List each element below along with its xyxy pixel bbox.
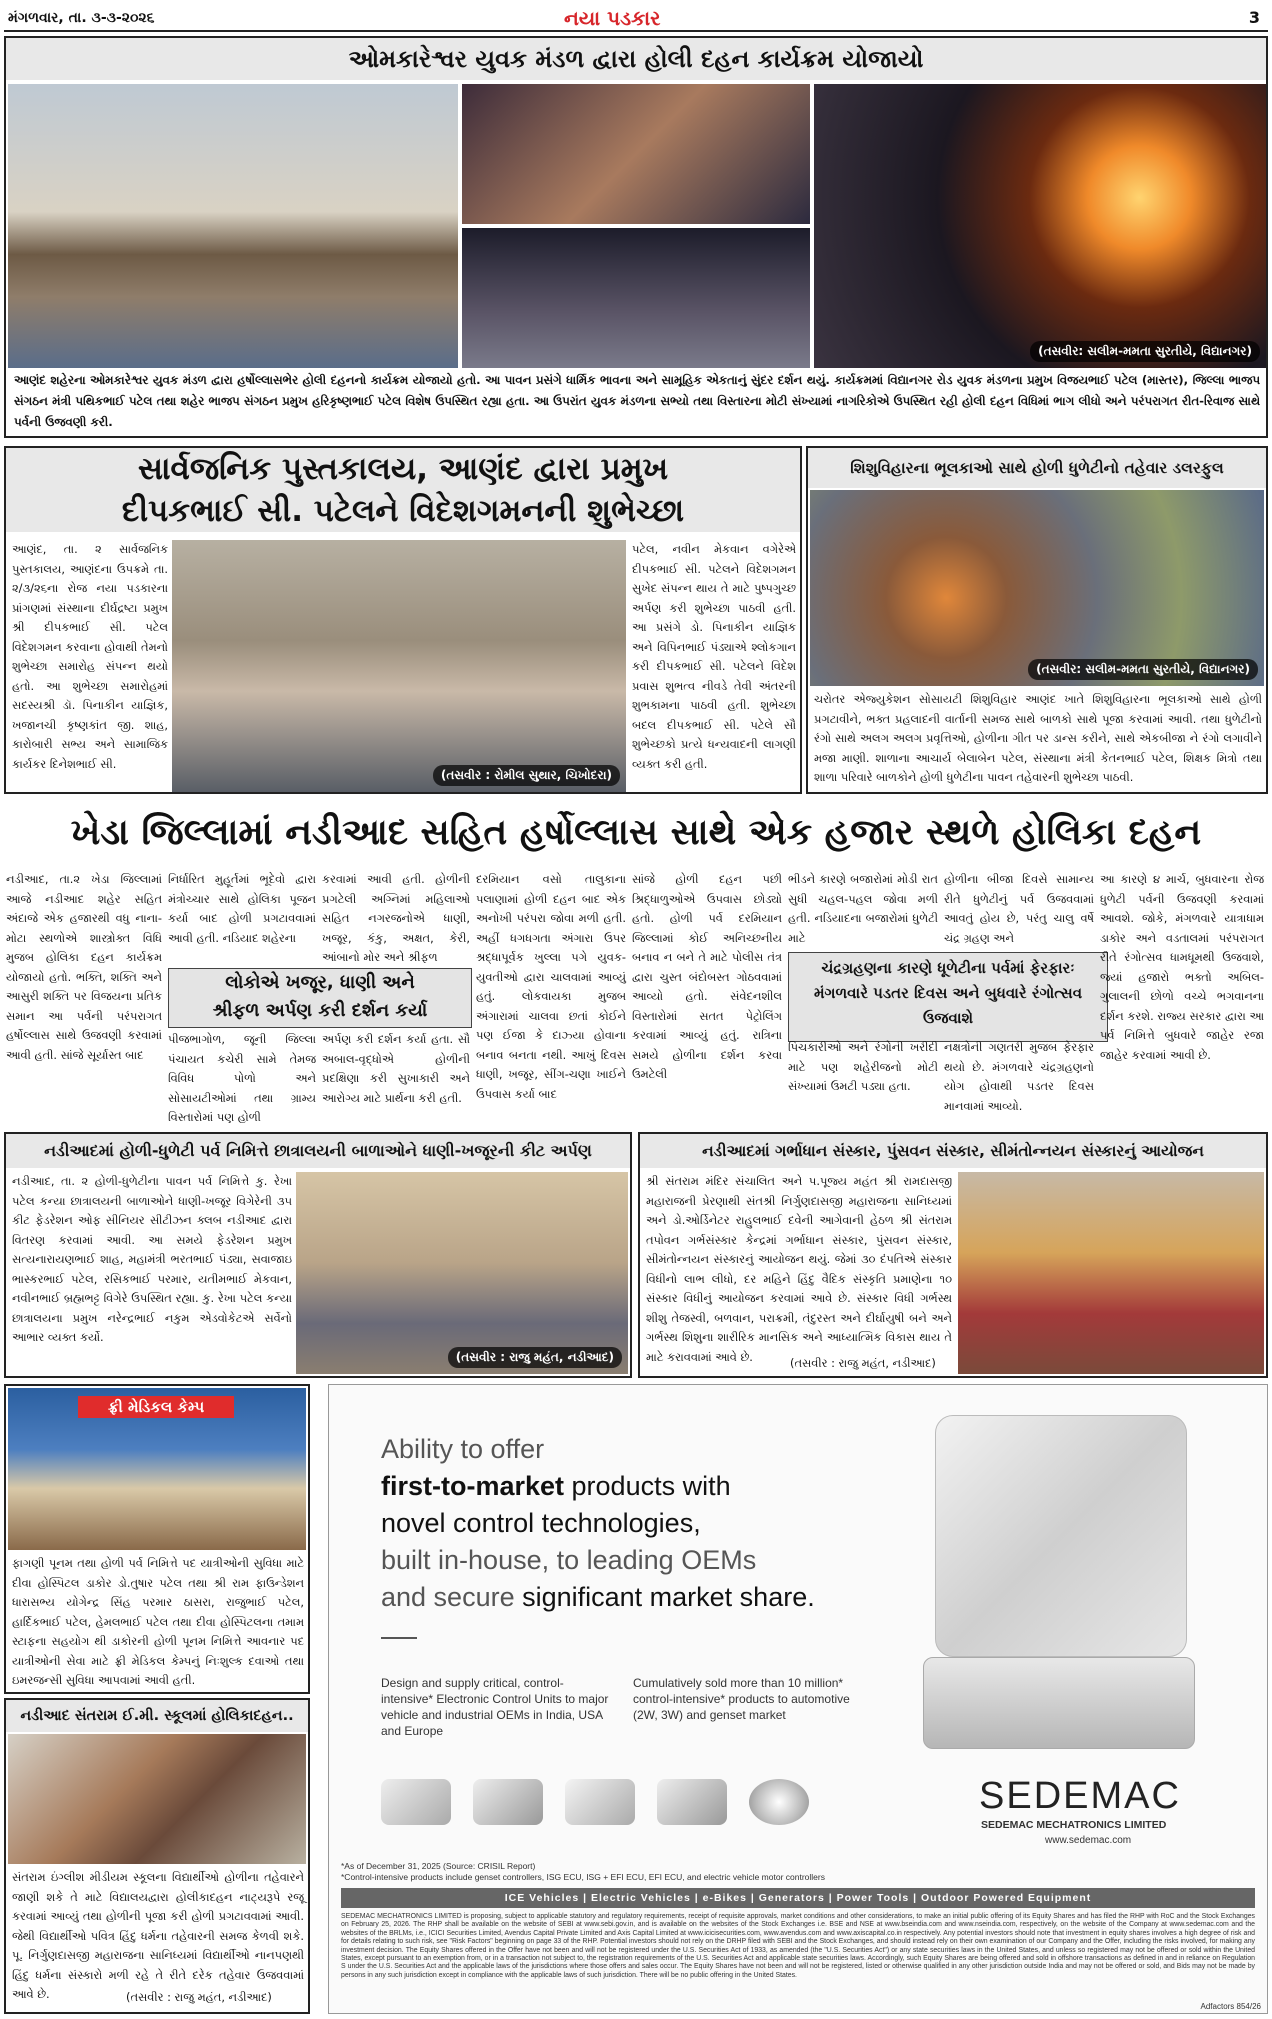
medical-camp-banner: ફ્રી મેડિકલ કેમ્પ — [78, 1396, 234, 1418]
ad-agency-code: Adfactors 854/26 — [1200, 2002, 1261, 2011]
ad-footnote-2: *Control-intensive products include genset controllers, ISG ECU, ISG + EFI ECU, EFI ECU, and electric vehicle motor controllers — [341, 1872, 825, 1882]
photo-crowd-seated — [462, 228, 810, 368]
sedemac-advertisement — [328, 1384, 1268, 2014]
ad-left-text: Design and supply critical, control-intensive* Electronic Control Units to major vehicle and industrial OEMs in India, USA and Europe — [381, 1676, 609, 1738]
ad-website: www.sedemac.com — [1045, 1835, 1132, 1846]
story-column-5: સાંજે હોળી દહન પછી શ્રિદ્ધાળુઓએ ઉપવાસ છોડ્યો હતો. હોળી પર્વ દરમિયાન જિલ્લામાં કોઈ અનિચ્છનીય બનાવ ન બને તે માટે પોલીસ તંત્ર દ્વારા ચુસ્ત બંદોબસ્ત ગોઠવવામાં આવ્યો હતો. સંવેદનશીલ વિસ્તારોમાં સતત પેટ્રોલિંગ કરવામાં આવ્યું હતું. રાત્રિના સમયે હોળીના દર્શન કરવા ઉમટેલી — [632, 872, 782, 1081]
story-column-7b: નક્ષત્રોની ગણતરી મુજબ ફેરફાર થયો છે. મંગળવારે ચંદ્રગ્રહણનો યોગ હોવાથી પડતર દિવસ માનવામાં આવ્યો. — [944, 1040, 1094, 1113]
story-body: નડીઆદ, તા. ૨ હોળી-ધુળેટીના પાવન પર્વ નિમિત્તે કુ. રેખા પટેલ કન્યા છાત્રાલયની બાળાઓને ધાણી-ખજૂર વિગેરેની ૩૫ કીટ ફેડરેશન ઓફ સીનિયર સીટીઝન ક્લબ નડીઆદ દ્વારા વિતરણ કરવામાં આવી. આ સમયે ફેડરેશન પ્રમુખ સત્યનારાયણભાઈ શાહ, મહામંત્રી ભરતભાઈ પંડ્યા, સવાજાઇ ભાસ્કરભાઈ પટેલ, રસિકભાઈ પરમાર, યતીમભાઈ મેકવાન, નવીનભાઈ બ્રહ્મભટ્ટ વિગેરે ઉપસ્થિત રહ્યા. કુ. રેખા પટેલ કન્યા છાત્રાલયના પ્રમુખ નરેન્દ્રભાઈ નકુમ એડવોકેટએ સર્વેનો આભાર વ્યક્ત કર્યો. — [12, 1174, 292, 1344]
ad-brand-sub: SEDEMAC MECHATRONICS LIMITED — [981, 1819, 1167, 1831]
story-column-3a: કરવામાં આવી હતી. હોળીની પ્રગટેલી અગ્નિમાં મહિલાઓ સહિત નગરજનોએ ધાણી, ખજૂર, કંકુ, અક્ષત, કેરી, આંબાનો મોર અને શ્રીફળ — [322, 872, 470, 964]
ad-connectors-strip — [381, 1771, 841, 1831]
ad-product-image — [935, 1415, 1187, 1657]
story-sanskar — [638, 1132, 1268, 1378]
photo-school-holika — [8, 1734, 306, 1864]
story-subheading — [168, 968, 472, 1028]
ad-segment: Outdoor Powered Equipment — [921, 1892, 1092, 1904]
header-date: મંગળવાર, તા. ૩-૩-૨૦૨૬ — [8, 10, 155, 26]
photo-library-felicitation — [172, 540, 626, 792]
photo-credit: (તસવીર : રાજુ મહંત, નડીઆદ) — [126, 1990, 272, 2004]
subheading-line-2: શ્રીફળ અર્પણ કરી દર્શન કર્યા — [212, 1000, 428, 1021]
ad-headline-line-1: Ability to offer — [381, 1434, 545, 1464]
ad-product-base — [923, 1657, 1195, 1749]
ad-right-text: Cumulatively sold more than 10 million* control-intensive* products to automotive (2W, 3W) and genset market — [633, 1676, 850, 1722]
story-library — [4, 446, 802, 794]
story-subheading-eclipse: ચંદ્રગ્રહણના કારણે ધૂળેટીના પર્વમાં ફેરફારઃ મંગળવારે પડતર દિવસ અને બુધવારે રંગોત્સવ ઉજવાશે — [788, 952, 1108, 1042]
page-header — [4, 4, 1268, 32]
ad-headline-line-3: novel control technologies, — [381, 1508, 701, 1538]
story-headline: ખેડા જિલ્લામાં નડીઆદ સહિત હર્ષોલ્લાસ સાથે એક હજાર સ્થળે હોલિકા દહન — [70, 812, 1202, 853]
story-column-1: આણંદ, તા. ૨ સાર્વજનિક પુસ્તકાલય, આણંદના ઉપક્રમે તા. ૨/૩/૨૬ના રોજ નયા પડકારના પ્રાંગણમાં સંસ્થાના દીર્ઘદ્રષ્ટા પ્રમુખ શ્રી દીપકભાઈ સી. પટેલ વિદેશગમન કરવાના હોવાથી તેમનો શુભેચ્છા સમારોહ સંપન્ન થયો હતો. આ શુભેચ્છા સમારોહમાં સદસ્યશ્રી ડૉ. પિનાકીન યાજ્ઞિક, ખજાનચી કૃષ્ણકાંત જી. શાહ, કારોબારી સભ્ય અને સામાજિક કાર્યકર દિનેશભાઈ સી. — [12, 542, 168, 771]
subheading-line-1: લોકોએ ખજૂર, ધાણી અને — [225, 972, 415, 993]
story-column-8: આ કારણે ૪ માર્ચ, બુધવારના રોજ ધુળેટી પર્વની ઉજવણી કરવામાં આવશે. જોકે, મંગળવારે યાત્રાધામ ડાકોર અને વડતાલમાં પરંપરાગત રીતે રંગોત્સવ ધામધૂમથી ઉજવાશે, જ્યાં હજારો ભક્તો અબિલ-ગુલાલની છોળો વચ્ચે ભગવાનના દર્શન કરશે. રાજ્ય સરકાર દ્વારા આ પર્વ નિમિત્તે બુધવારે જાહેર રજા જાહેર કરવામાં આવી છે. — [1100, 872, 1264, 1062]
photo-school-holi — [810, 490, 1264, 686]
story-headline: શિશુવિહારના ભૂલકાઓ સાથે હોળી ધુળેટીનો તહેવાર ડલરફુલ — [808, 448, 1266, 488]
story-headline: નડીઆદ સંતરામ ઈ.મી. સ્કૂલમાં હોલિકાદહન.. — [6, 1700, 308, 1732]
story-headline: નડીઆદમાં હોળી-ધુળેટી પર્વ નિમિત્તે છાત્રાલયની બાળાઓને ધાણી-ખજૂરની કીટ અર્પણ — [6, 1134, 630, 1168]
story-headline: નડીઆદમાં ગર્ભાધાન સંસ્કાર, પુંસવન સંસ્કાર, સીમંતોન્નયન સંસ્કારનું આયોજન — [640, 1134, 1266, 1168]
ad-headline-secure: and secure — [381, 1582, 523, 1612]
ad-segment: ICE Vehicles — [504, 1892, 580, 1904]
story-body: ફાગણી પૂનમ તથા હોળી પર્વ નિમિત્તે પદ યાત્રીઓની સુવિધા માટે દીવા હોસ્પિટલ ડાકોર ડો.તુષાર પટેલ તથા શ્રી રામ ફાઉન્ડેશન ધારાસભ્ય યોગેન્દ્ર સિંહ પરમાર ઠાસરા, રાજુભાઈ પટેલ, હાર્દિકભાઈ પટેલ, હેમલભાઈ પટેલ તથા દીવા હોસ્પિટલના તમામ સ્ટાફના સહયોગ થી ડાકોરની હોળી પૂનમ નિમિત્તે આવનાર પદ યાત્રીઓની સેવા માટે ફ્રી મેડિકલ કેમ્પનું નિઃશુલ્ક દવાઓ તથા ઇમરજન્સી સુવિધા આપવામાં આવી હતી. — [12, 1556, 304, 1687]
ad-disclaimer: SEDEMAC MECHATRONICS LIMITED is proposing, subject to applicable statutory and regulatory requirements, receipt of requisite approvals, market conditions and other considerations, to make an initial public offering of its Equity Shares and has filed the RHP with RoC and the Stock Exchanges on February 25, 2026. The RHP shall be available on the website of SEBI at www.sebi.gov.in, and is available on the websites of the Stock Exchanges i.e. BSE and NSE at www.bseindia.com and www.nseindia.com, respectively, on the website of the Company at www.sedemac.com and the websites of the BRLMs, i.e., ICICI Securities Limited, Avendus Capital Private Limited and Axis Capital Limited at www.icicisecurities.com, www.avendus.com and www.axiscapital.co.in respectively. Any potential investors should note that investment in equity shares involves a high degree of risk and for details relating to such risk, see "Risk Factors" beginning on page 33 of the RHP. Potential investors should not rely on the DRHP filed with SEBI and the Stock Exchanges, and should instead rely on their own examination of our Company and the Offer, including the risks involved, for making any investment decision. The Equity Shares offered in the Offer have not been and will not be registered under the U.S. Securities Act of 1933, as amended (the "U.S. Securities Act") or any state securities laws in the United States, and unless so registered may not be offered or sold within the United States, except pursuant to an exemption from, or in a transaction not subject to, the registration requirements of the U.S. Securities Act and applicable state securities laws. Accordingly, such Equity Shares are being offered and sold in offshore transactions as defined in and in reliance on Regulation S under the U.S. Securities Act and the applicable laws of the jurisdictions where those offers and sales occur. The Equity Shares have not been and will not be registered, listed or otherwise qualified in any other jurisdiction outside India and may not be offered or sold, and Bids may not be made by persons in any such jurisdiction except in compliance with the applicable laws of such jurisdiction. There will be no public offering in the United States. — [341, 1913, 1255, 1979]
photo-sanskar-ceremony — [958, 1172, 1264, 1374]
paper-name: નયા પડકાર — [564, 6, 661, 30]
story-column-4: દરમિયાન વસો તાલુકાના પલાણામાં હોળી દહન બાદ એક અનોખી પરંપરા જોવા મળી હતી. અહીં ધગધગતા અંગારા ઉપર શ્રદ્ધાપૂર્વક ખુલ્લા પગે યુવક-યુવતીઓ દ્વારા ચાલવામાં આવ્યું હતું. લોકવાયકા મુજબ અંગારામાં ચાલવા છતાં કોઈને પણ ઈજા કે દાઝ્યા હોવાના બનાવ બનતા નથી. આખું દિવસ ધાણી, ખજૂર, સીંગ-ચણા ખાઈને ઉપવાસ કર્યા બાદ — [476, 872, 626, 1101]
story-column-2a: નિર્ધારિત મુહૂર્તમાં ભૂદેવો દ્વારા મંત્રોચ્ચાર સાથે હોલિકા પૂજન કર્યા બાદ હોળી પ્રગટાવવામાં આવી હતી. નડિયાદ શહેરના — [168, 872, 316, 945]
story-shishuvihar — [806, 446, 1268, 794]
story-column-7a: હોળીના બીજા દિવસે સામાન્ય રીતે ધુળેટીનું પર્વ ઉજવવામાં આવતું હોય છે, પરંતુ ચાલુ વર્ષે ચંદ્ર ગ્રહણ અને — [944, 872, 1094, 945]
photo-holi-fire — [814, 84, 1266, 368]
headline-line-2: દીપકભાઈ સી. પટેલને વિદેશગમનની શુભેચ્છા — [121, 493, 685, 529]
ad-divider — [381, 1637, 417, 1639]
headline-line-1: સાર્વજનિક પુસ્તકાલય, આણંદ દ્વારા પ્રમુખ — [137, 451, 669, 487]
story-column-2b: પીજભાગોળ, જૂની જિલ્લા પંચાયત કચેરી સામે તેમજ વિવિધ પોળો અને સોસાયટીઓમાં તથા ગ્રામ્ય વિસ્તારોમાં પણ હોળી — [168, 1032, 316, 1124]
story-column-1: નડીઆદ, તા.૨ ખેડા જિલ્લામાં આજે નડીઆદ શહેર સહિત અંદાજે એક હજારથી વધુ નાના-મોટા સ્થળોએ શાસ્ત્રોક્ત વિધિ મુજબ હોલિકા દહન કાર્યક્રમ યોજાયો હતો. ભક્તિ, શક્તિ અને આસુરી શક્તિ પર વિજયના પ્રતિક સમાન આ પર્વની પરંપરાગત હર્ષોલ્લાસ સાથે ઉજવણી કરવામાં આવી હતી. સાંજે સૂર્યાસ્ત બાદ — [6, 872, 162, 1062]
story-body: સંતરામ ઇંગ્લીશ મીડીયમ સ્કૂલના વિદ્યાર્થીઓ હોળીના તહેવારને જાણી શકે તે માટે વિદ્યાલયદ્વારા હોલીકાદહન નાટ્યરૂપે રજૂ કરવામાં આવ્યું તથા હોળીની પૂજા કરી હોળી પ્રગટાવવામાં આવી. જેથી વિદ્યાર્થીઓ પવિત્ર હિંદુ ધર્મના તહેવારની સમજ કેળવી શકે. પૂ. નિર્ગુણદાસજી મહારાજના સાનિધ્યમાં વિદ્યાર્થીઓ નાનપણથી હિંદુ ધર્મના સંસ્કારો મળી રહે તે રીતે દરેક તહેવાર ઉજવવામાં આવે છે. — [12, 1870, 304, 2001]
photo-credit: (તસવીર : રાજુ મહંત, નડીઆદ) — [448, 1347, 622, 1368]
page-number: 3 — [1248, 8, 1260, 27]
story-column-6b: પિચકારીઓ અને રંગોની ખરીદી માટે પણ શહેરીજનો મોટી સંખ્યામાં ઉમટી પડ્યા હતા. — [788, 1040, 938, 1093]
story-hostel-kits — [4, 1132, 632, 1378]
photo-medical-camp — [8, 1388, 306, 1550]
story-kheda-holika — [4, 798, 1268, 1128]
photo-pooja-ceremony — [462, 84, 810, 224]
story-column-6a: ભીડને કારણે બજારોમાં મોડી રાત સુધી ચહલ-પહલ જોવા મળી હતી. નડિયાદના બજારોમાં ધુળેટી માટે — [788, 872, 938, 945]
photo-holi-rangoli — [8, 84, 458, 368]
ad-segment: Generators — [758, 1892, 825, 1904]
photo-credit: (તસવીર : રાજુ મહંત, નડીઆદ) — [790, 1356, 936, 1370]
ad-highlight-first-to-market: first-to-market — [381, 1471, 565, 1501]
story-column-2: પટેલ, નવીન મેકવાન વગેરેએ દીપકભાઈ સી. પટેલને વિદેશગમન સુખેદ સંપન્ન થાય તે માટે પુષ્પગુચ્છ અર્પણ કરી શુભેચ્છા પાઠવી હતી. આ પ્રસંગે ડો. પિનાકીન યાજ્ઞિક અને વિપિનભાઈ પંડ્યાએ શ્લોકગાન કરી દીપકભાઈ સી. પટેલને વિદેશ પ્રવાસ શુભત્વ નીવડે તેવી અંતરની શુભકામના પાઠવી હતી. શુભેચ્છા બદલ દીપકભાઈ સી. પટેલે સૌ શુભેચ્છકો પ્રત્યે ધન્યવાદની લાગણી વ્યક્ત કરી હતી. — [632, 542, 796, 771]
story-medical-camp — [4, 1384, 310, 1694]
story-column-3b: અર્પણ કરી દર્શન કર્યા હતા. સૌ અબાલ-વૃદ્ધોએ હોળીની પ્રદક્ષિણા કરી સુખાકારી અને આરોગ્ય માટે પ્રાર્થના કરી હતી. — [322, 1032, 470, 1105]
ad-highlight-market-share: significant market share. — [522, 1582, 815, 1612]
story-body: ચરોતર એજ્યુકેશન સોસાયટી શિશુવિહાર આણંદ ખાતે શિશુવિહારના ભૂલકાઓ સાથે હોળી પ્રગટાવીને, ભક્ત પ્રહલાદની વાર્તાની સમજ સાથે બાળકો સાથે પૂજા કરવામાં આવી. તથા ધુળેટીનો રંગો સાથે અલગ અલગ પ્રવૃત્તિઓ, હોળીના ગીત પર ડાન્સ કરીને, સાથે એકબીજા ને રંગો લગાવીને મજા માણી. શાળાના આચાર્ય બેલાબેન પટેલ, સંસ્થાના મંત્રી કેતનભાઈ પટેલ, શિક્ષક મિત્રો તથા શાળા પરિવારે બાળકોને હોળી ધુળેટીના પાવન તહેવારની શુભેચ્છા પાઠવી. — [814, 692, 1262, 784]
ad-footnote-1: *As of December 31, 2025 (Source: CRISIL Report) — [341, 1861, 536, 1871]
ad-brand-logo: SEDEMAC — [979, 1775, 1181, 1817]
ad-segments-bar: ICE Vehicles | Electric Vehicles | e-Bikes | Generators | Power Tools | Outdoor Powered Equipment — [341, 1888, 1255, 1908]
story-headline — [6, 448, 800, 532]
photo-credit: (તસવીર: સલીમ-મમતા સુરતીયે, વિદ્યાનગર) — [1030, 341, 1260, 362]
story-body: શ્રી સંતરામ મંદિર સંચાલિત અને પ.પૂજ્ય મહંત શ્રી રામદાસજી મહારાજની પ્રેરણાથી સંતશ્રી નિર્ગુણદાસજી મહારાજના સાનિધ્યમાં અને ડો.ઓર્ડિનેટર રાહુલભાઈ દવેની આગેવાની હેઠળ શ્રી સંતરામ તપોવન ગર્ભસંસ્કાર કેન્દ્રમાં ગર્ભાધાન સંસ્કાર, પુંસવન સંસ્કાર, સીમંતોન્નયન સંસ્કારનું આયોજન થયું. જેમાં ૩૦ દંપતિએ સંસ્કાર વિધીનો લાભ લીધો, દર મહિને હિંદુ વૈદિક સંસ્કૃતિ પ્રમાણેના ૧૦ સંસ્કાર વિધીનું આયોજન કરવામાં આવે છે. સંસ્કાર વિધી ગર્ભસ્થ શીશુ તેજસ્વી, બળવાન, પરાક્રમી, તંદુરસ્ત અને દીર્ઘાયુષી બને અને ગર્ભસ્થ શિશુના શારીરિક માનસિક અને આધ્યાત્મિક વિકાસ થાય તે માટે કરાવવામાં આવે છે. — [646, 1174, 952, 1364]
photo-hostel-kit-distribution — [296, 1172, 628, 1374]
ad-headline-line-4: built in-house, to leading OEMs — [381, 1545, 757, 1575]
story-santram-school — [4, 1698, 310, 2014]
ad-segment: e-Bikes — [702, 1892, 747, 1904]
story-omkareshwar — [4, 36, 1268, 438]
photo-credit: (તસવીર : રોમીલ સુથાર, ચિખોદરા) — [433, 765, 620, 786]
ad-segment: Power Tools — [836, 1892, 910, 1904]
ad-headline-products: products with — [564, 1471, 731, 1501]
story-headline: ઓમકારેશ્વર યુવક મંડળ દ્વારા હોલી દહન કાર્યક્રમ યોજાયો — [6, 38, 1266, 80]
ad-segment: Electric Vehicles — [590, 1892, 691, 1904]
photo-credit: (તસવીર: સલીમ-મમતા સુરતીયે, વિદ્યાનગર) — [1028, 659, 1258, 680]
story-caption: આણંદ શહેરના ઓમકારેશ્વર યુવક મંડળ દ્વારા હર્ષોલ્લાસભેર હોલી દહનનો કાર્યક્રમ યોજાયો હતો. આ પાવન પ્રસંગે ધાર્મિક ભાવના અને સામૂહિક એકતાનું સુંદર દર્શન થયું. કાર્યક્રમમાં વિદ્યાનગર રોડ યુવક મંડળના પ્રમુખ વિજયભાઈ પટેલ (માસ્તર), જિલ્લા ભાજપ સંગઠન મંત્રી પથિકભાઈ પટેલ તથા શહેર ભાજપ સંગઠન પ્રમુખ હરિકૃષ્ણભાઈ પટેલ વિશેષ ઉપસ્થિત રહ્યા હતા. આ ઉપરાંત યુવક મંડળના સભ્યો તથા વિસ્તારના મોટી સંખ્યામાં નાગરિકોએ ઉપસ્થિત રહી હોલી દહન વિધિમાં ભાગ લીધો અને પરંપરાગત રીત-રિવાજ સાથે પર્વની ઉજવણી કરી. — [14, 373, 1260, 429]
ad-headline — [381, 1431, 901, 1616]
